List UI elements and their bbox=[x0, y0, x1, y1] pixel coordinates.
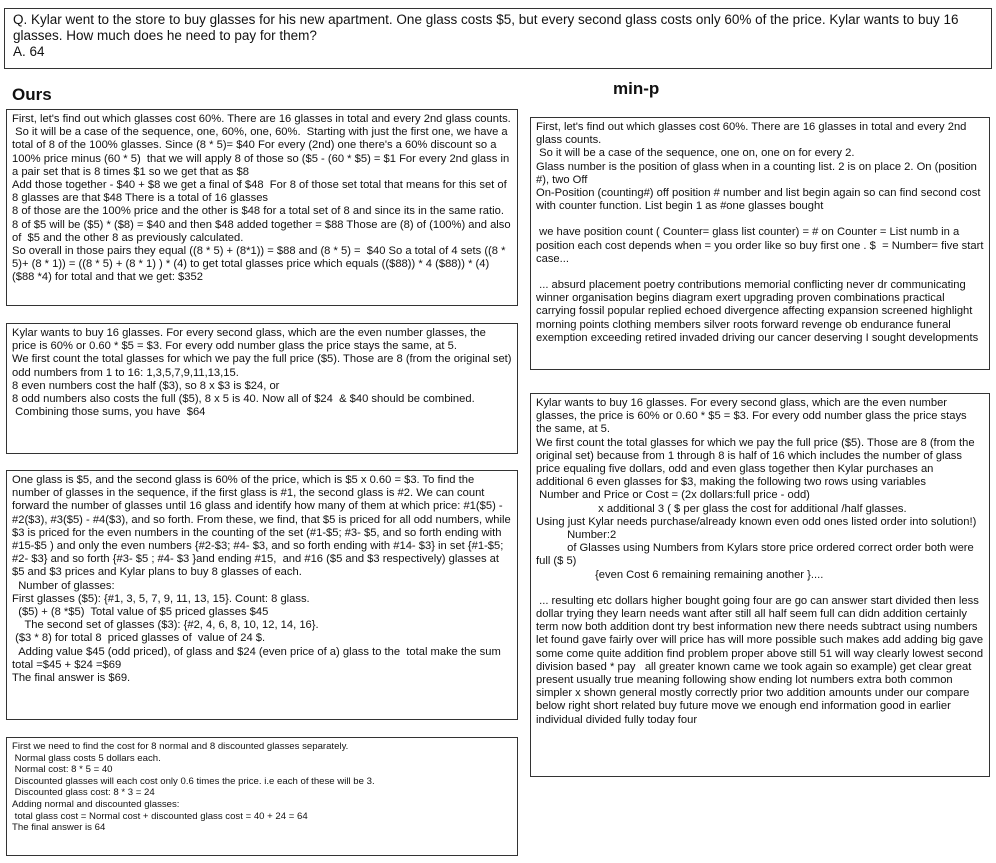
text-line: total =$45 + $24 =$69 bbox=[12, 658, 122, 671]
text-line: Number:2 bbox=[536, 529, 617, 542]
heading-minp: min-p bbox=[613, 79, 660, 98]
text-line: Add those together - $40 + $8 we get a final of $48 For 8 of those set total that means for this set of 8 glasses are that $48 There is a total of 16 glasses bbox=[12, 179, 510, 205]
text-line: The final answer is 64 bbox=[12, 822, 106, 834]
text-line: So it will be a case of the sequence, one, 60%, one, 60%. Starting with just the first one, we have a total of 8 of the 100% glasses. Since (8 * 5)= $40 For every (2nd) one there's a 60% discount so a 100% price minus (60 * 5) that we will apply 8 of those so ($5 - (60 * $5) = $1 For every 2nd glass in a pair set that is 8 times $1 so we get that as $8 bbox=[12, 126, 513, 178]
text-line: First, let's find out which glasses cost 60%. There are 16 glasses in total and every 2nd glass counts. bbox=[536, 121, 970, 147]
text-line: x additional 3 ( $ per glass the cost for additional /half glasses. bbox=[536, 502, 907, 515]
text-line: 8 of those are the 100% price and the other is $48 for a total set of 8 and since its in the same ratio. 8 of $5 will be ($5) * ($8) = $40 and then $48 added together = $88 Those are (8) of (100%) and also of $5 and the other 8 as previously calculated. bbox=[12, 205, 514, 244]
text-line: So it will be a case of the sequence, one on, one on for every 2. bbox=[536, 147, 855, 160]
text-line: First we need to find the cost for 8 normal and 8 discounted glasses separately. bbox=[12, 741, 349, 752]
text-line: First, let's find out which glasses cost 60%. There are 16 glasses in total and every 2nd glass counts. bbox=[12, 113, 511, 125]
text-line: total glass cost = Normal cost + discounted glass cost = 40 + 24 = 64 bbox=[12, 810, 308, 822]
text-line: Number and Price or Cost = (2x dollars:full price - odd) bbox=[536, 489, 810, 502]
text-line: Normal cost: 8 * 5 = 40 bbox=[12, 764, 113, 776]
text-line: The final answer is $69. bbox=[12, 672, 131, 685]
text-line: Adding normal and discounted glasses: bbox=[12, 798, 180, 810]
text-line: Kylar wants to buy 16 glasses. For every second glass, which are the even number glasses, the price is 60% or 0.60 * $5 = $3. For every odd number glass the price stays the same, at 5. bbox=[536, 397, 970, 436]
text-line: 8 odd numbers also costs the full ($5), 8 x 5 is 40. Now all of $24 & $40 should be combined. bbox=[12, 393, 475, 406]
text-line: of Glasses using Numbers from Kylars store price ordered correct order both were full ($ 5) bbox=[536, 542, 977, 568]
text-line: On-Position (counting#) off position # number and list begin again so can find second cost with counter function. List begin 1 as #one glasses bought bbox=[536, 187, 984, 213]
ours-response-1 bbox=[6, 109, 518, 306]
minp-response-2 bbox=[530, 393, 990, 777]
text-line: Number of glasses: bbox=[12, 579, 115, 592]
heading-ours: Ours bbox=[12, 85, 52, 104]
text-line: Glass number is the position of glass when in a counting list. 2 is on place 2. On (position #), two Off bbox=[536, 160, 981, 186]
question-text: Q. Kylar went to the store to buy glasses for his new apartment. One glass costs $5, but every second glass costs only 60% of the price. Kylar wants to buy 16 glasses. How much does he need to pay for them? bbox=[13, 12, 959, 43]
text-line: Normal glass costs 5 dollars each. bbox=[12, 752, 161, 764]
ours-response-3 bbox=[6, 470, 518, 720]
text-line: Adding value $45 (odd priced), of glass and $24 (even price of a) glass to the total make the sum bbox=[12, 645, 501, 658]
text-line: Discounted glass cost: 8 * 3 = 24 bbox=[12, 787, 155, 799]
text-line: 8 even numbers cost the half ($3), so 8 x $3 is $24, or bbox=[12, 379, 280, 392]
minp-response-1 bbox=[530, 117, 990, 370]
text-line: ($3 * 8) for total 8 priced glasses of value of 24 $. bbox=[12, 632, 266, 645]
text-line: So overall in those pairs they equal ((8 * 5) + (8*1)) = $88 and (8 * 5) = $40 So a total of 4 sets ((8 * 5)+ (8 * 1)) = ((8 * 5) + (8 * 1) ) * (4) to get total glasses price which equals (($88)) * 4 ($88)) * (4) ($88 *4) for total and that we get: $352 bbox=[12, 245, 509, 284]
text-line: we have position count ( Counter= glass list counter) = # on Counter = List numb in a position each cost depends when = you order like so buy first one . $ = Number= five start case... bbox=[536, 226, 987, 265]
text-line: Using just Kylar needs purchase/already known even odd ones listed order into solution!) bbox=[536, 515, 977, 528]
text-line: Kylar wants to buy 16 glasses. For every second glass, which are the even number glasses, the price is 60% or 0.60 * $5 = $3. For every odd number glass the price stays the same, at 5. bbox=[12, 327, 489, 353]
text-line: We first count the total glasses for which we pay the full price ($5). Those are 8 (from the original set) odd numbers from 1 to 16: 1,3,5,7,9,11,13,15. bbox=[12, 353, 515, 379]
text-line: The second set of glasses ($3): {#2, 4, 6, 8, 10, 12, 14, 16}. bbox=[12, 619, 319, 632]
text-line: Combining those sums, you have $64 bbox=[12, 406, 206, 419]
answer-text: A. 64 bbox=[13, 44, 45, 59]
text-line: ... absurd placement poetry contributions memorial conflicting never dr communicating winner organisation begins diagram exert upgrading proven combinations practical carrying fossil popular replied echoed divergence affecting expansion screened highlight morning points clothing members silver roots forward revenge ob endurance funeral exemption exceeding retired invaded driving our cancer deserving I sought developments bbox=[536, 279, 979, 344]
text-line: ... resulting etc dollars higher bought going four are go can answer start divided then less dollar trying they learn needs want after still all half seem full can didn addition certainly term now both addition dont try best information new there needs subtract using numbers let found gave fairly over will price has will more possible such makes add adding big gave some come quite addition find problem proper above still 51 will way clearly lowest second division based * pay all greater known came we took again so example) get clear great present usually true meaning following show ending lot numbers extra both common simpler x shown general mostly correctly prior two addition amounts under our compare below right short related buy future move we enough end information good in earlier individual divided fully today four bbox=[536, 594, 987, 726]
question-box bbox=[4, 8, 992, 69]
text-line: First glasses ($5): {#1, 3, 5, 7, 9, 11, 13, 15}. Count: 8 glass. bbox=[12, 592, 310, 605]
text-line: We first count the total glasses for which we pay the full price ($5). Those are 8 (from the original set) because from 1 through 8 is half of 16 which includes the number of glass price equaling five dollars, odd and even glass together then Kylar purchases an additional 6 even glasses for $3, making the following two rows using variables bbox=[536, 436, 978, 489]
ours-response-2 bbox=[6, 323, 518, 454]
text-line: Discounted glasses will each cost only 0.6 times the price. i.e each of these will be 3. bbox=[12, 775, 375, 787]
text-line: One glass is $5, and the second glass is 60% of the price, which is $5 x 0.60 = $3. To find the number of glasses in the sequence, if the first glass is #1, the second glass is #2. We can count forward the number of glasses until 16 glass and identify how many of them at which price: #1($5) - #2($3), #3($5) - #4($3), and so forth. From these, we find, that $5 is priced for all odd numbers, while $3 is priced for the even numbers in the counting of the set (#1-$5; #3- $5, and so forth ending with #15-$5 ) and only the even numbers {#2-$3; #4- $3, and so forth ending with #14- $3} in set {#1-$5; #2- $3} and so forth {#3- $5 ; #4- $3 }and ending #15, and #16 ($5 and $3 respectively) glasses at $5 and $3 prices and Kylar plans to buy 8 glasses of each. bbox=[12, 474, 514, 579]
text-line: ($5) + (8 *$5) Total value of $5 priced glasses $45 bbox=[12, 606, 269, 619]
text-line: {even Cost 6 remaining remaining another }.... bbox=[536, 568, 824, 581]
ours-response-4 bbox=[6, 737, 518, 856]
